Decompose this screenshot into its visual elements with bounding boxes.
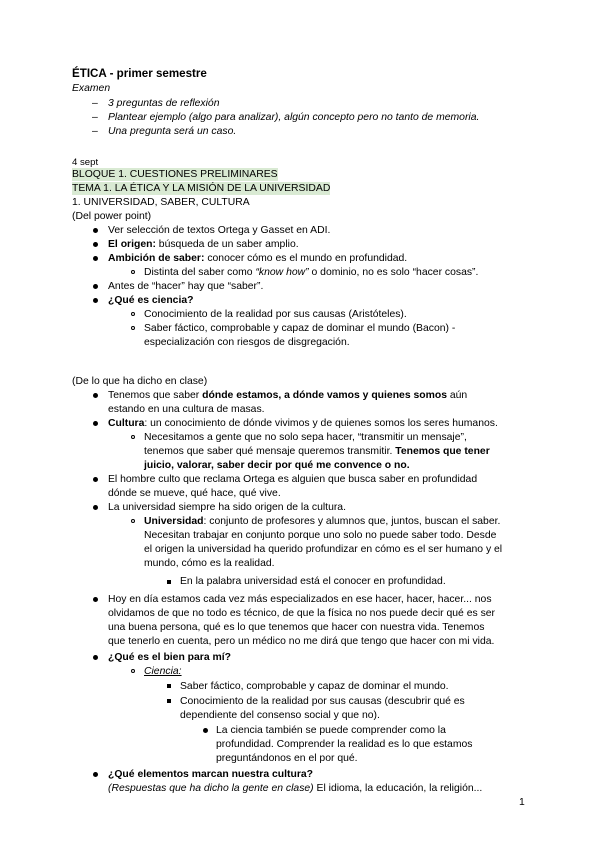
- list-item-continuation: (Respuestas que ha dicho la gente en clase) El idioma, la educación, la religión...: [108, 783, 483, 794]
- bullet-dot: [93, 256, 98, 261]
- bullet-dot: [93, 242, 98, 247]
- list-item-continuation: juicio, valorar, saber decir por qué me convence o no.: [144, 460, 410, 471]
- list-item-continuation: el origen la universidad ha querido profundizar en cómo es el ser humano y el: [144, 544, 503, 555]
- list-item: Tenemos que saber dónde estamos, a dónde vamos y quienes somos aún: [108, 390, 468, 401]
- list-item-continuation: tenemos que saber qué mensaje queremos transmitir. Tenemos que tener: [144, 446, 490, 457]
- bullet-circle: [131, 326, 135, 330]
- bullet-circle: [131, 312, 135, 316]
- list-item: En la palabra universidad está el conocer en profundidad.: [180, 576, 446, 587]
- list-item: Saber fáctico, comprobable y capaz de dominar el mundo (Bacon) -: [144, 323, 456, 334]
- bullet-dot: [93, 477, 98, 482]
- list-item-continuation: profundidad. Comprender la realidad es lo que estamos: [216, 739, 473, 750]
- bullet-dot: [93, 393, 98, 398]
- list-item-continuation: dónde se mueve, qué hace, qué vive.: [108, 488, 281, 499]
- bullet-circle: [131, 519, 135, 523]
- list-item: Ambición de saber: conocer cómo es el mundo en profundidad.: [108, 253, 408, 264]
- list-item-continuation: preguntándonos en el por qué.: [216, 753, 358, 764]
- dash-bullet: –: [92, 126, 98, 137]
- list-item-continuation: estando en una cultura de masas.: [108, 404, 265, 415]
- list-item: Conocimiento de la realidad por sus causas (Aristóteles).: [144, 309, 407, 320]
- list-item: ¿Qué es ciencia?: [108, 295, 194, 306]
- bullet-dot: [93, 597, 98, 602]
- bullet-dot: [93, 228, 98, 233]
- exam-subtitle: Examen: [72, 83, 111, 94]
- list-item: Necesitamos a gente que no solo sepa hacer, “transmitir un mensaje”,: [144, 432, 467, 443]
- exam-item: 3 preguntas de reflexión: [108, 98, 220, 109]
- list-item: El origen: búsqueda de un saber amplio.: [108, 239, 299, 250]
- list-item: ¿Qué elementos marcan nuestra cultura?: [108, 769, 313, 780]
- bullet-circle: [131, 669, 135, 673]
- list-item: Universidad: conjunto de profesores y alumnos que, juntos, buscan el saber.: [144, 516, 501, 527]
- list-item-continuation: olvidamos de que no todo es técnico, de que la física no nos puede decir qué es ser: [108, 608, 496, 619]
- bullet-dot: [93, 772, 98, 777]
- dash-bullet: –: [92, 98, 98, 109]
- bullet-dot: [93, 655, 98, 660]
- bullet-dot: [93, 284, 98, 289]
- section-heading: 1. UNIVERSIDAD, SABER, CULTURA: [72, 197, 250, 208]
- exam-item: Plantear ejemplo (algo para analizar), algún concepto pero no tanto de memoria.: [108, 112, 480, 123]
- list-item: Saber fáctico, comprobable y capaz de dominar el mundo.: [180, 681, 449, 692]
- list-item-continuation: que tenerlo en cuenta, pero un médico no me dirá que tengo que hacer con mi vida.: [108, 636, 495, 647]
- list-item-continuation: dependiente del consenso social y que no).: [180, 710, 380, 721]
- list-item: El hombre culto que reclama Ortega es alguien que busca saber en profundidad: [108, 474, 478, 485]
- list-item: La universidad siempre ha sido origen de la cultura.: [108, 502, 346, 513]
- bullet-dot: [93, 298, 98, 303]
- list-item: Conocimiento de la realidad por sus causas (descubrir qué es: [180, 696, 465, 707]
- list-item-continuation: una buena persona, qué es lo que tenemos que hacer con nuestra vida. Tenemos: [108, 622, 485, 633]
- date-label: 4 sept: [72, 157, 99, 168]
- bullet-dot: [93, 505, 98, 510]
- bullet-square: [167, 580, 171, 584]
- list-item: Ciencia:: [144, 666, 182, 677]
- list-item: Antes de “hacer” hay que “saber”.: [108, 281, 264, 292]
- bloque-heading: BLOQUE 1. CUESTIONES PRELIMINARES: [72, 169, 278, 180]
- list-item: Hoy en día estamos cada vez más especializados en ese hacer, hacer, hacer... nos: [108, 594, 492, 605]
- list-item-continuation: Necesitan trabajar en conjunto porque uno solo no puede saber todo. Desde: [144, 530, 497, 541]
- list-item-continuation: especialización con riesgos de disgregación.: [144, 337, 350, 348]
- bullet-square: [167, 699, 171, 703]
- list-item: Ver selección de textos Ortega y Gasset en ADI.: [108, 225, 331, 236]
- list-item: ¿Qué es el bien para mí?: [108, 652, 231, 663]
- page-title: ÉTICA - primer semestre: [72, 67, 207, 80]
- tema-heading: TEMA 1. LA ÉTICA Y LA MISIÓN DE LA UNIVERSIDAD: [72, 183, 331, 194]
- bullet-dot: [203, 728, 208, 733]
- dash-bullet: –: [92, 112, 98, 123]
- list-item-continuation: mundo, cómo es la realidad.: [144, 558, 275, 569]
- list-item: Cultura: un conocimiento de dónde vivimos y de quienes somos los seres humanos.: [108, 418, 498, 429]
- page-number: 1: [519, 797, 525, 808]
- powerpoint-label: (Del power point): [72, 211, 152, 222]
- bullet-dot: [93, 421, 98, 426]
- list-item: La ciencia también se puede comprender como la: [216, 725, 446, 736]
- list-item: Distinta del saber como “know how” o dominio, no es solo “hacer cosas”.: [144, 267, 479, 278]
- exam-item: Una pregunta será un caso.: [108, 126, 237, 137]
- clase-label: (De lo que ha dicho en clase): [72, 376, 208, 387]
- bullet-square: [167, 684, 171, 688]
- bullet-circle: [131, 270, 135, 274]
- bullet-circle: [131, 435, 135, 439]
